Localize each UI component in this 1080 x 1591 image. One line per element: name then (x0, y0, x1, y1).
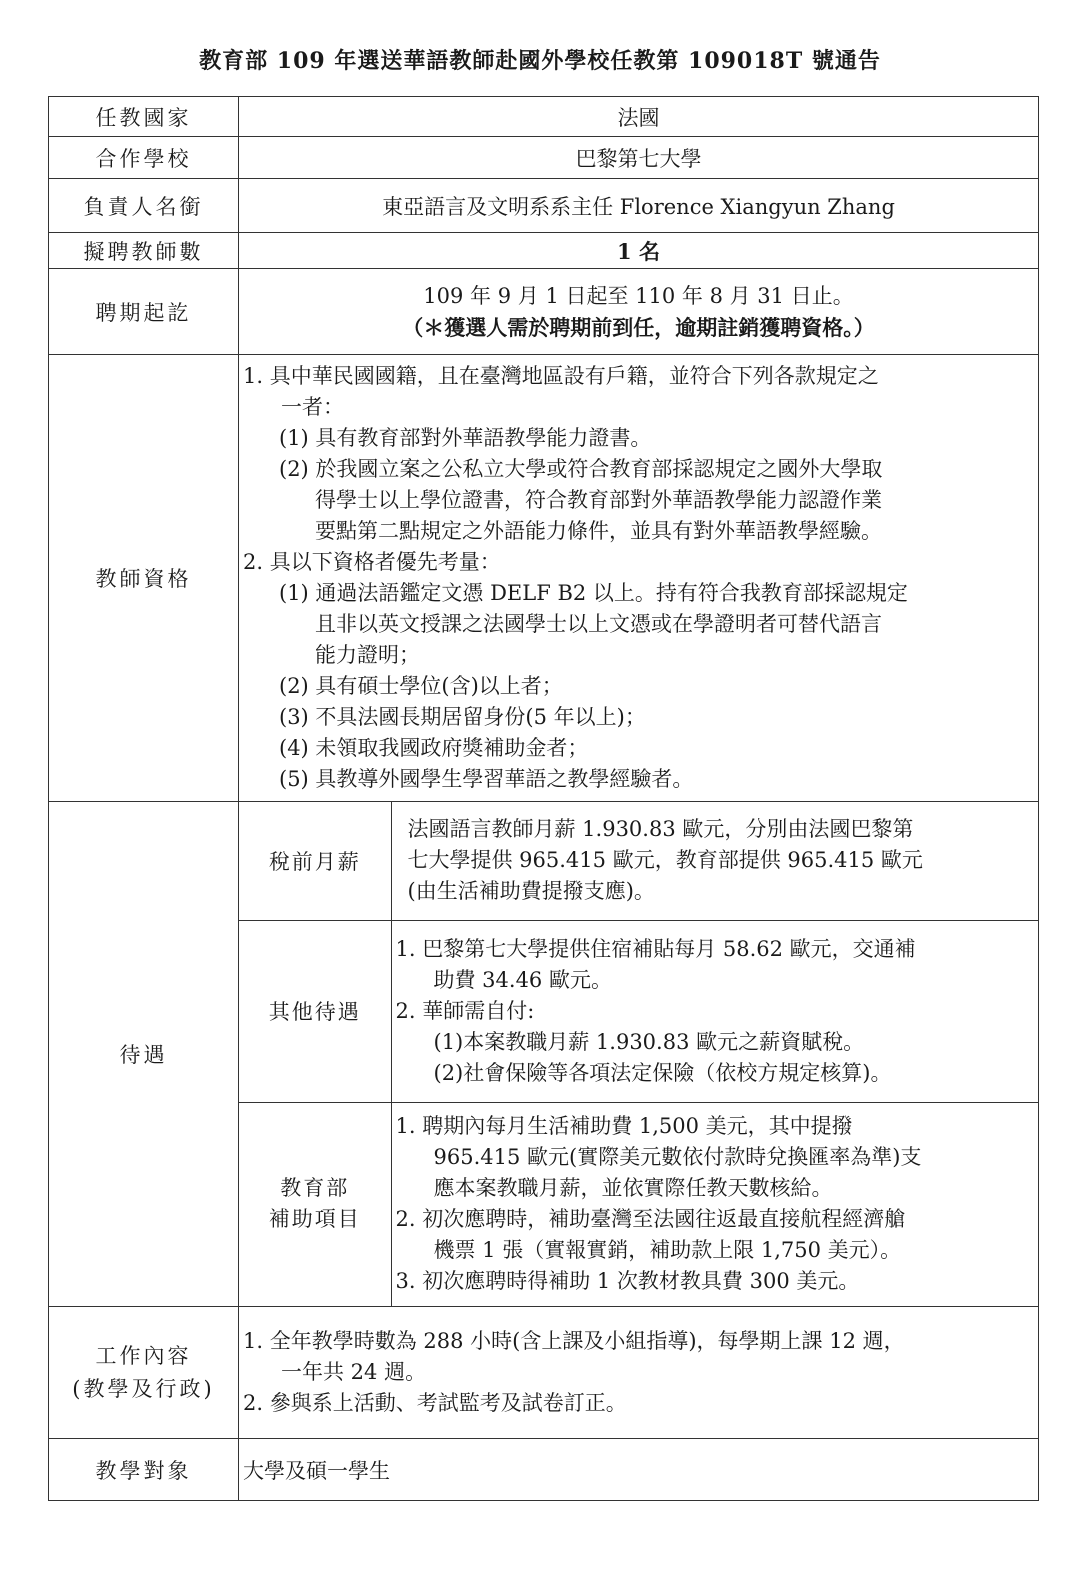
moe-line2-cont: 機票 1 張（實報實銷，補助款上限 1,750 美元）。 (433, 1238, 902, 1263)
qual-content (239, 355, 1039, 802)
work-line2: 2. 參與系上活動、考試監考及試卷訂正。 (243, 1391, 627, 1415)
qual-item-1-2-cont2: 要點第二點規定之外語能力條件，並具有對外華語教學經驗。 (315, 519, 882, 543)
target-label: 教學對象 (49, 1439, 239, 1501)
qual-item-2-1-cont1: 且非以英文授課之法國學士以上文憑或在學證明者可替代語言 (315, 612, 882, 636)
treat-row-salary (239, 802, 1038, 920)
qual-item-2-1: (1) 通過法語鑑定文憑 DELF B2 以上。持有符合我教育部採認規定 (279, 581, 908, 605)
count-label: 擬聘教師數 (49, 233, 239, 269)
row-period (49, 269, 1039, 355)
qual-item-1-1: (1) 具有教育部對外華語教學能力證書。 (279, 426, 652, 450)
qual-item-2-2: (2) 具有碩士學位(含)以上者； (279, 674, 563, 698)
work-label (49, 1307, 239, 1439)
salary-line3: (由生活補助費提撥支應)。 (407, 879, 655, 904)
qual-item-1-2: (2) 於我國立案之公私立大學或符合教育部採認規定之國外大學取 (279, 457, 883, 481)
notice-table (48, 96, 1039, 1501)
moe-content (391, 1102, 1038, 1306)
work-line1-cont: 一年共 24 週。 (281, 1360, 427, 1384)
other-label: 其他待遇 (239, 920, 391, 1102)
school-label: 合作學校 (49, 137, 239, 179)
row-qualification (49, 355, 1039, 802)
moe-label-line2: 補助項目 (268, 1207, 361, 1232)
notice-title: 教育部 109 年選送華語教師赴國外學校任教第 109018T 號通告 (199, 48, 881, 74)
moe-line1: 1. 聘期內每月生活補助費 1,500 美元，其中提撥 (395, 1114, 853, 1139)
other-line2a: (1)本案教職月薪 1.930.83 歐元之薪資賦稅。 (433, 1029, 865, 1054)
moe-label-line1: 教育部 (280, 1176, 350, 1201)
row-count (49, 233, 1039, 269)
row-target (49, 1439, 1039, 1501)
qual-item-1-cont: 一者： (281, 395, 344, 419)
moe-line2: 2. 初次應聘時，補助臺灣至法國往返最直接航程經濟艙 (395, 1207, 906, 1232)
qual-item-2-5: (5) 具教導外國學生學習華語之教學經驗者。 (279, 767, 694, 791)
moe-line1-cont2: 應本案教職月薪，並依實際任教天數核給。 (433, 1176, 833, 1201)
other-line1: 1. 巴黎第七大學提供住宿補貼每月 58.62 歐元，交通補 (395, 936, 916, 961)
qual-item-2: 2. 具以下資格者優先考量： (243, 550, 501, 574)
other-content (391, 920, 1038, 1102)
country-value: 法國 (239, 97, 1039, 137)
salary-line1: 法國語言教師月薪 1.930.83 歐元，分別由法國巴黎第 (407, 817, 914, 842)
school-value: 巴黎第七大學 (239, 137, 1039, 179)
row-country (49, 97, 1039, 137)
head-label: 負責人名銜 (49, 179, 239, 233)
row-work (49, 1307, 1039, 1439)
row-head (49, 179, 1039, 233)
other-line2b: (2)社會保險等各項法定保險（依校方規定核算)。 (433, 1060, 892, 1085)
target-value: 大學及碩一學生 (239, 1439, 1039, 1501)
moe-line1-cont1: 965.415 歐元(實際美元數依付款時兌換匯率為準)支 (433, 1145, 922, 1170)
period-label: 聘期起訖 (49, 269, 239, 355)
work-label-line1: 工作內容 (95, 1343, 192, 1368)
other-line2: 2. 華師需自付: (395, 998, 535, 1023)
treat-content (239, 802, 1039, 1307)
moe-line3: 3. 初次應聘時得補助 1 次教材教具費 300 美元。 (395, 1269, 860, 1294)
salary-line2: 七大學提供 965.415 歐元，教育部提供 965.415 歐元 (407, 848, 923, 873)
qual-label: 教師資格 (49, 355, 239, 802)
period-line2: （＊獲選人需於聘期前到任，逾期註銷獲聘資格。） (402, 314, 875, 340)
count-value: 1 名 (239, 233, 1039, 269)
work-label-line2: (教學及行政) (72, 1376, 215, 1401)
head-value: 東亞語言及文明系系主任 Florence Xiangyun Zhang (239, 179, 1039, 233)
period-line1: 109 年 9 月 1 日起至 110 年 8 月 31 日止。 (423, 283, 854, 308)
work-content (239, 1307, 1039, 1439)
work-line1: 1. 全年教學時數為 288 小時(含上課及小組指導)，每學期上課 12 週， (243, 1329, 905, 1353)
other-line1-cont: 助費 34.46 歐元。 (433, 967, 612, 992)
salary-label: 稅前月薪 (239, 802, 391, 920)
qual-item-2-4: (4) 未領取我國政府獎補助金者； (279, 736, 589, 760)
salary-content (391, 802, 1038, 920)
row-treatment (49, 802, 1039, 1307)
country-label: 任教國家 (49, 97, 239, 137)
period-value (239, 269, 1039, 355)
qual-item-2-1-cont2: 能力證明； (315, 643, 420, 667)
treat-subtable (239, 802, 1038, 1306)
moe-label (239, 1102, 391, 1306)
treat-label: 待遇 (49, 802, 239, 1307)
treat-row-other (239, 920, 1038, 1102)
qual-item-1-2-cont1: 得學士以上學位證書，符合教育部對外華語教學能力認證作業 (315, 488, 882, 512)
row-school (49, 137, 1039, 179)
qual-item-1: 1. 具中華民國國籍，且在臺灣地區設有戶籍，並符合下列各款規定之 (243, 364, 879, 388)
treat-row-moe (239, 1102, 1038, 1306)
qual-item-2-3: (3) 不具法國長期居留身份(5 年以上)； (279, 705, 646, 729)
